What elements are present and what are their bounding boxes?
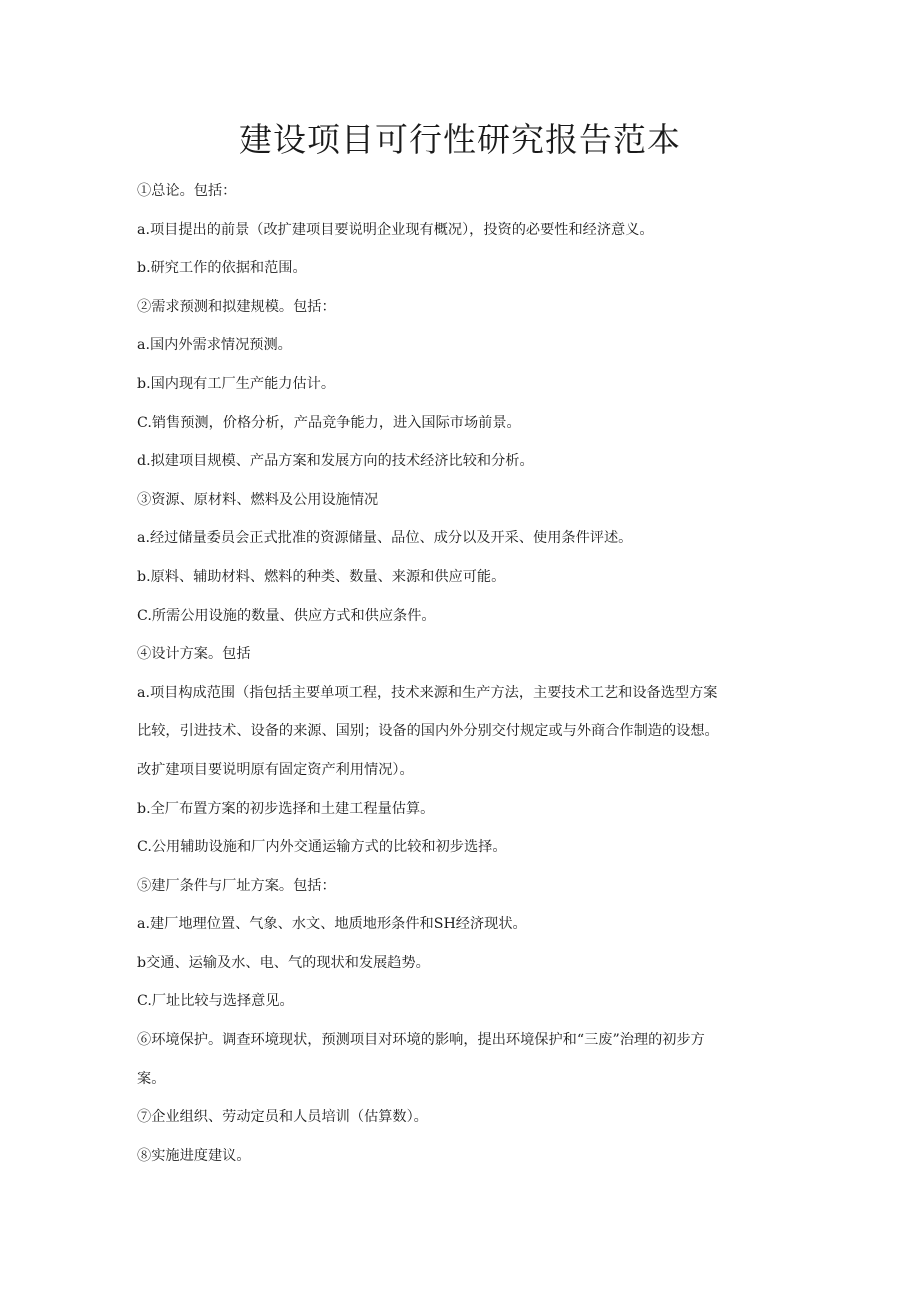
text-line: ⑦企业组织、劳动定员和人员培训（估算数）。 <box>137 1109 428 1126</box>
text-line: ③资源、原材料、燃料及公用设施情况 <box>137 491 379 508</box>
text-line: ②需求预测和拟建规模。包括： <box>137 298 336 315</box>
text-line: a.国内外需求情况预测。 <box>137 337 292 354</box>
text-line: ④设计方案。包括 <box>137 646 251 663</box>
text-line: ⑤建厂条件与厂址方案。包括： <box>137 877 336 894</box>
text-line: ⑧实施进度建议。 <box>137 1147 251 1164</box>
text-line: b.原料、辅助材料、燃料的种类、数量、来源和供应可能。 <box>137 568 506 585</box>
text-line: b.全厂布置方案的初步选择和土建工程量估算。 <box>137 800 435 817</box>
text-line: b交通、运输及水、电、气的现状和发展趋势。 <box>137 954 430 971</box>
text-line: C.公用辅助设施和厂内外交通运输方式的比较和初步选择。 <box>137 839 507 856</box>
text-line: ⑥环境保护。调查环境现状，预测项目对环境的影响，提出环境保护和“三废”治理的初步方 <box>137 1032 705 1049</box>
text-line: b.研究工作的依据和范围。 <box>137 260 307 277</box>
text-line: 比较，引进技术、设备的来源、国别；设备的国内外分别交付规定或与外商合作制造的设想。 <box>137 723 719 740</box>
text-line: d.拟建项目规模、产品方案和发展方向的技术经济比较和分析。 <box>137 453 534 470</box>
text-line: C.所需公用设施的数量、供应方式和供应条件。 <box>137 607 436 624</box>
text-line: b.国内现有工厂生产能力估计。 <box>137 375 336 392</box>
text-line: 案。 <box>137 1070 166 1087</box>
text-line: a.项目构成范围（指包括主要单项工程，技术来源和生产方法，主要技术工艺和设备选型方案 <box>137 684 718 701</box>
text-line: 改扩建项目要说明原有固定资产利用情况）。 <box>137 761 414 778</box>
document-title: 建设项目可行性研究报告范本 <box>239 120 681 159</box>
text-line: C.销售预测，价格分析，产品竞争能力，进入国际市场前景。 <box>137 414 521 431</box>
text-line: a.经过储量委员会正式批准的资源储量、品位、成分以及开采、使用条件评述。 <box>137 530 633 547</box>
text-line: a.项目提出的前景（改扩建项目要说明企业现有概况），投资的必要性和经济意义。 <box>137 221 654 238</box>
text-line: C.厂址比较与选择意见。 <box>137 993 294 1010</box>
text-line: a.建厂地理位置、气象、水文、地质地形条件和SH经济现状。 <box>137 916 527 933</box>
text-line: ①总论。包括： <box>137 183 237 199</box>
document-body <box>137 172 785 1175</box>
